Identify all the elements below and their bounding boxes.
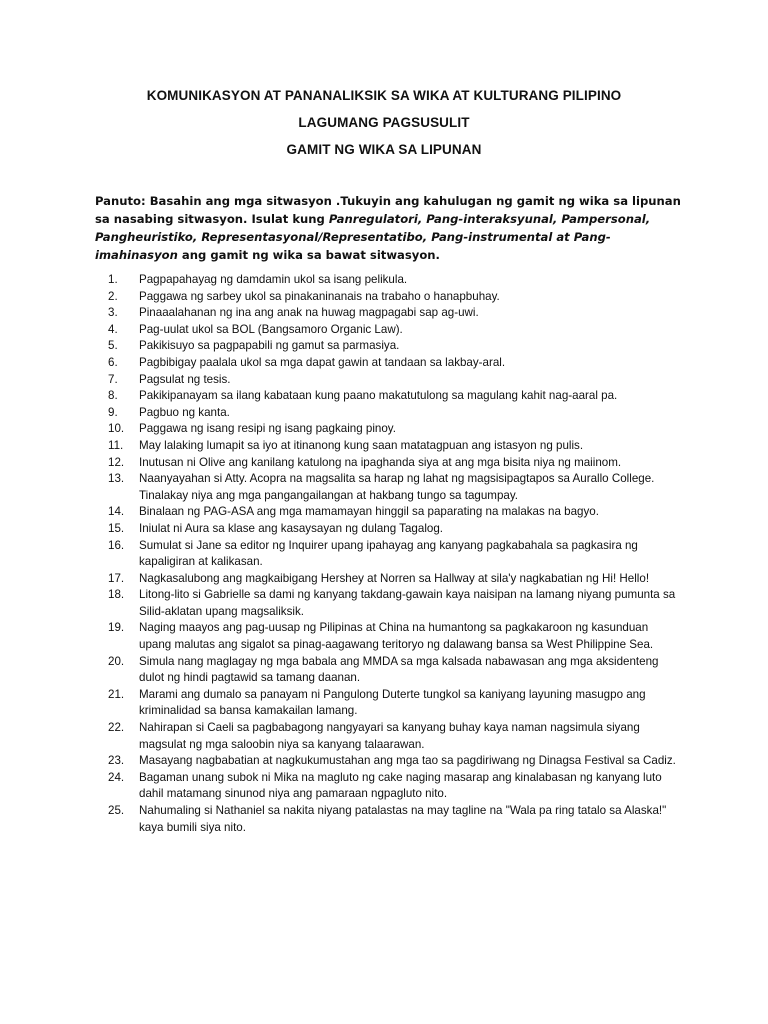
- list-item: [108, 405, 678, 422]
- item-text: Pagsulat ng tesis.: [139, 372, 231, 386]
- item-text: Marami ang dumalo sa panayam ni Pangulong Duterte tungkol sa kaniyang layuning masugpo ang kriminalidad sa bansa kamakailan lamang.: [139, 687, 646, 718]
- list-item: [108, 338, 678, 355]
- instructions-label: Panuto:: [95, 194, 146, 208]
- item-text: Litong-lito si Gabrielle sa dami ng kanyang takdang-gawain kaya naisipan na lamang niyang pumunta sa Silid-aklatan upang magsaliksik.: [139, 588, 676, 618]
- item-text: Pinaaalahanan ng ina ang anak na huwag magpagabi sap ag-uwi.: [139, 306, 479, 320]
- item-number: 17.: [108, 571, 125, 585]
- item-number: 13.: [108, 472, 125, 486]
- item-text: Nahumaling si Nathaniel sa nakita niyang patalastas na may tagline na "Wala pa ring tatalo sa Alaska!" kaya bumili siya nito.: [139, 804, 667, 834]
- item-text: Naging maayos ang pag-uusap ng Pilipinas at China na humantong sa pagkakaroon ng kasunduan upang malutas ang sigalot sa pinag-aagawang teritoryo ng dalawang bansa sa West Philippine Sea.: [139, 621, 654, 652]
- item-number: 8.: [108, 389, 118, 403]
- item-text: Binalaan ng PAG-ASA ang mga mamamayan hinggil sa paparating na malakas na bagyo.: [139, 505, 599, 519]
- item-text: Pag-uulat ukol sa BOL (Bangsamoro Organic Law).: [139, 322, 403, 336]
- list-item: [108, 322, 678, 339]
- item-text: Pagbibigay paalala ukol sa mga dapat gawin at tandaan sa lakbay-aral.: [139, 355, 506, 369]
- item-number: 1.: [108, 273, 118, 286]
- instructions-text-part2: ang gamit ng wika sa bawat sitwasyon.: [177, 248, 440, 262]
- list-item: [108, 521, 678, 538]
- list-item: [108, 438, 678, 455]
- item-text: Nahirapan si Caeli sa pagbabagong nangyayari sa kanyang buhay kaya naman nagsimula siyang magsulat ng mga saloobin niya sa kanyang talaarawan.: [139, 721, 640, 751]
- item-number: 7.: [108, 372, 118, 386]
- item-text: May lalaking lumapit sa iyo at itinanong kung saan matatagpuan ang istasyon ng pulis.: [139, 438, 584, 452]
- list-item: [108, 538, 678, 571]
- list-item: [108, 289, 678, 306]
- list-item: [108, 720, 678, 753]
- list-item: [108, 471, 678, 504]
- list-item: [108, 272, 678, 289]
- document-topic: GAMIT NG WIKA SA LIPUNAN: [286, 142, 482, 157]
- document-subtitle: LAGUMANG PAGSUSULIT: [298, 115, 470, 130]
- list-item: [108, 803, 678, 836]
- item-number: 6.: [108, 355, 118, 369]
- item-number: 9.: [108, 405, 118, 419]
- item-text: Nagkasalubong ang magkaibigang Hershey at Norren sa Hallway at sila'y nagkabatian ng Hi! Hello!: [139, 571, 650, 585]
- item-text: Pakikipanayam sa ilang kabataan kung paano makatutulong sa magulang kahit nag-aaral pa.: [139, 389, 618, 403]
- situations-list: [108, 272, 678, 836]
- item-number: 25.: [108, 804, 125, 817]
- item-number: 24.: [108, 770, 125, 784]
- item-number: 12.: [108, 455, 125, 469]
- item-number: 18.: [108, 588, 125, 602]
- instructions-text-part1: Basahin ang mga sitwasyon .Tukuyin ang kahulugan ng gamit ng wika sa lipunan sa nasabing sitwasyon. Isulat kung: [95, 194, 681, 226]
- list-item: [108, 687, 678, 720]
- item-number: 19.: [108, 621, 125, 635]
- item-number: 11.: [108, 438, 124, 452]
- item-text: Masayang nagbabatian at nagkukumustahan ang mga tao sa pagdiriwang ng Dinagsa Festival sa Cadiz.: [139, 754, 676, 768]
- item-number: 14.: [108, 505, 125, 519]
- item-text: Sumulat si Jane sa editor ng Inquirer upang ipahayag ang kanyang pagkabahala sa pagkasira ng kapaligiran at kalikasan.: [139, 538, 638, 569]
- item-number: 5.: [108, 339, 118, 353]
- item-text: Inutusan ni Olive ang kanilang katulong na ipaghanda siya at ang mga bisita niya ng maiinom.: [139, 455, 622, 469]
- list-item: [108, 620, 678, 653]
- item-number: 15.: [108, 521, 125, 535]
- instructions-paragraph: [95, 192, 685, 264]
- item-number: 3.: [108, 306, 118, 320]
- document-title: KOMUNIKASYON AT PANANALIKSIK SA WIKA AT KULTURANG PILIPINO: [146, 88, 622, 103]
- list-item: [108, 753, 678, 770]
- item-number: 2.: [108, 289, 118, 303]
- language-functions-list: Panregulatori, Pang-interaksyunal, Pampersonal, Pangheuristiko, Representasyonal/Representatibo, Pang-instrumental at Pang-imahinasyon: [95, 212, 651, 262]
- item-text: Simula nang maglagay ng mga babala ang MMDA sa mga kalsada nabawasan ang mga aksidenteng dulot ng hindi pagtawid sa tamang daanan.: [139, 654, 659, 685]
- item-number: 23.: [108, 754, 125, 768]
- list-item: [108, 571, 678, 588]
- item-text: Paggawa ng sarbey ukol sa pinakaninanais na trabaho o hanapbuhay.: [139, 289, 500, 303]
- item-text: Pakikisuyo sa pagpapabili ng gamut sa parmasiya.: [139, 339, 400, 353]
- item-number: 4.: [108, 322, 118, 336]
- list-item: [108, 504, 678, 521]
- list-item: [108, 654, 678, 687]
- list-item: [108, 388, 678, 405]
- list-item: [108, 421, 678, 438]
- list-item: [108, 355, 678, 372]
- list-item: [108, 587, 678, 620]
- item-text: Naanyayahan si Atty. Acopra na magsalita sa harap ng lahat ng magsisipagtapos sa Aurallo College. Tinalakay niya ang mga pangangailangan at hakbang tungo sa tagumpay.: [139, 472, 655, 502]
- item-text: Paggawa ng isang resipi ng isang pagkaing pinoy.: [139, 422, 396, 436]
- item-number: 22.: [108, 721, 125, 735]
- item-text: Pagbuo ng kanta.: [139, 405, 230, 419]
- item-number: 16.: [108, 538, 125, 552]
- item-text: Iniulat ni Aura sa klase ang kasaysayan ng dulang Tagalog.: [139, 521, 444, 535]
- item-number: 21.: [108, 687, 125, 701]
- list-item: [108, 455, 678, 472]
- item-number: 20.: [108, 654, 125, 668]
- item-number: 10.: [108, 422, 125, 436]
- item-text: Bagaman unang subok ni Mika na magluto ng cake naging masarap ang kinalabasan ng kanyang luto dahil matamang sinunod niya ang pamaraan ngpagluto nito.: [139, 770, 662, 801]
- item-text: Pagpapahayag ng damdamin ukol sa isang pelikula.: [139, 273, 408, 286]
- list-item: [108, 305, 678, 322]
- list-item: [108, 372, 678, 389]
- list-item: [108, 770, 678, 803]
